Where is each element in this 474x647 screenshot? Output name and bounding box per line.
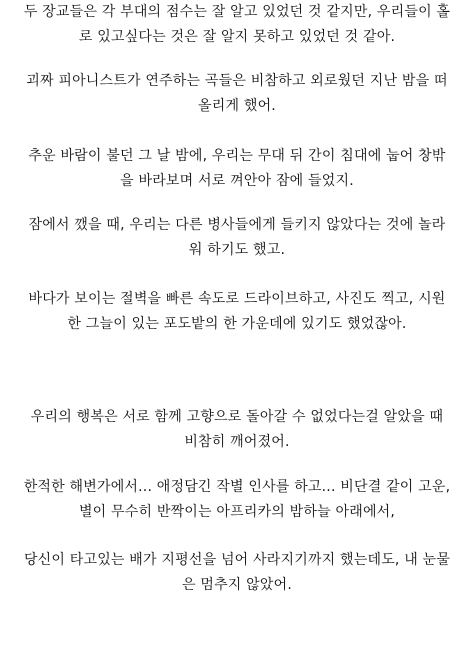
paragraph-line: 별이 무수히 반짝이는 아프리카의 밤하늘 아래에서, [78, 504, 396, 520]
paragraph-line: 당신이 타고있는 배가 지평선을 넘어 사라지기까지 했는데도, 내 눈물 [23, 552, 451, 568]
paragraph-line: 괴짜 피아니스트가 연주하는 곡들은 비참하고 외로웠던 지난 밤을 떠 [26, 73, 448, 89]
paragraph-line: 로 있고싶다는 것은 잘 알지 못하고 있었던 것 같아. [78, 29, 396, 45]
paragraph-7 [8, 475, 466, 525]
paragraph-2 [8, 69, 466, 119]
paragraph-line: 한 그늘이 있는 포도밭의 한 가운데에 있기도 했었잖아. [67, 316, 407, 332]
paragraph-line: 우리의 행복은 서로 함께 고향으로 돌아갈 수 없었다는걸 알았을 때 [30, 409, 444, 425]
paragraph-5 [8, 287, 466, 337]
paragraph-line: 올리게 했어. [198, 98, 276, 114]
paragraph-line: 두 장교들은 각 부대의 점수는 잘 알고 있었던 것 같지만, 우리들이 홀 [23, 4, 451, 20]
paragraph-8 [8, 548, 466, 598]
paragraph-line: 추운 바람이 불던 그 날 밤에, 우리는 무대 뒤 간이 침대에 눕어 창밖 [28, 148, 446, 164]
paragraph-1 [8, 0, 466, 50]
paragraph-line: 잠에서 깼을 때, 우리는 다른 병사들에게 들키지 않았다는 것에 놀라 [28, 217, 446, 233]
paragraph-4 [8, 213, 466, 263]
paragraph-line: 바다가 보이는 절벽을 빠른 속도로 드라이브하고, 사진도 찍고, 시원 [28, 291, 446, 307]
paragraph-line: 은 멈추지 않았어. [181, 577, 293, 593]
paragraph-3 [8, 144, 466, 194]
paragraph-6 [8, 405, 466, 455]
paragraph-line: 워 하기도 했고. [188, 242, 286, 258]
paragraph-line: 비참히 깨어졌어. [184, 434, 290, 450]
paragraph-line: 한적한 해변가에서... 애정담긴 작별 인사를 하고... 비단결 같이 고운, [23, 479, 451, 495]
paragraph-line: 을 바라보며 서로 껴안아 잠에 들었지. [120, 173, 354, 189]
